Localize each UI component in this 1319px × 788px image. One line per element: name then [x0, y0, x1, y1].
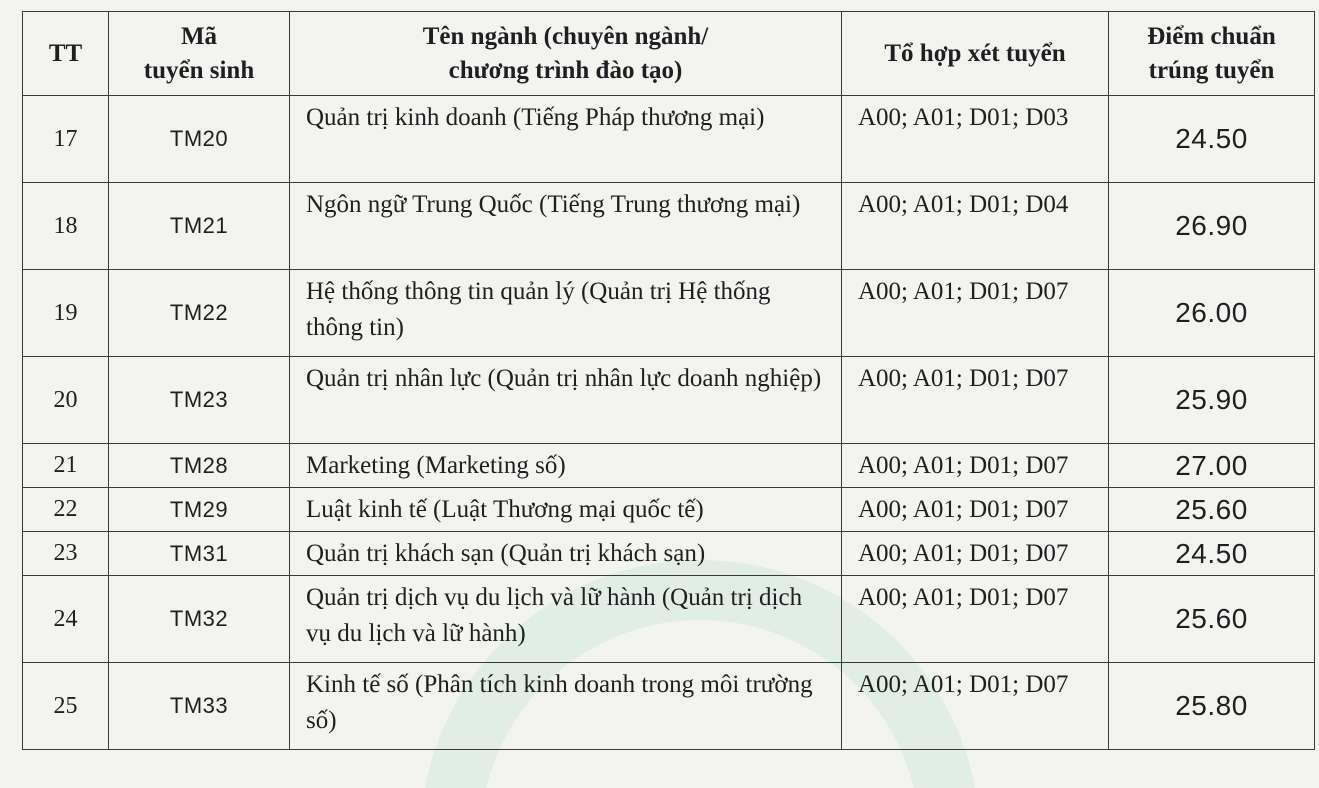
major-name: Hệ thống thông tin quản lý (Quản trị Hệ thống thông tin) — [290, 270, 842, 357]
table-row — [23, 532, 1315, 576]
cutoff-score: 27.00 — [1109, 444, 1315, 488]
table-row — [23, 96, 1315, 183]
row-number: 18 — [23, 183, 109, 270]
header-code: Mã tuyển sinh — [109, 12, 290, 96]
cutoff-score: 26.00 — [1109, 270, 1315, 357]
row-number: 22 — [23, 488, 109, 532]
admission-code: TM22 — [109, 270, 290, 357]
admission-code: TM20 — [109, 96, 290, 183]
table-row — [23, 444, 1315, 488]
header-score: Điểm chuẩn trúng tuyển — [1109, 12, 1315, 96]
row-number: 19 — [23, 270, 109, 357]
major-name: Quản trị khách sạn (Quản trị khách sạn) — [290, 532, 842, 576]
major-name: Quản trị dịch vụ du lịch và lữ hành (Quản trị dịch vụ du lịch và lữ hành) — [290, 576, 842, 663]
major-name: Quản trị kinh doanh (Tiếng Pháp thương mại) — [290, 96, 842, 183]
subject-combination: A00; A01; D01; D07 — [842, 663, 1109, 750]
table-row — [23, 270, 1315, 357]
row-number: 20 — [23, 357, 109, 444]
major-name: Luật kinh tế (Luật Thương mại quốc tế) — [290, 488, 842, 532]
admission-code: TM23 — [109, 357, 290, 444]
subject-combination: A00; A01; D01; D07 — [842, 532, 1109, 576]
admission-code: TM28 — [109, 444, 290, 488]
subject-combination: A00; A01; D01; D03 — [842, 96, 1109, 183]
major-name: Marketing (Marketing số) — [290, 444, 842, 488]
cutoff-score: 26.90 — [1109, 183, 1315, 270]
row-number: 25 — [23, 663, 109, 750]
major-name: Ngôn ngữ Trung Quốc (Tiếng Trung thương mại) — [290, 183, 842, 270]
row-number: 21 — [23, 444, 109, 488]
admission-code: TM32 — [109, 576, 290, 663]
subject-combination: A00; A01; D01; D07 — [842, 357, 1109, 444]
table-row — [23, 663, 1315, 750]
major-name: Quản trị nhân lực (Quản trị nhân lực doanh nghiệp) — [290, 357, 842, 444]
admission-code: TM21 — [109, 183, 290, 270]
subject-combination: A00; A01; D01; D07 — [842, 576, 1109, 663]
table-header-row — [23, 12, 1315, 96]
subject-combination: A00; A01; D01; D07 — [842, 444, 1109, 488]
admission-code: TM29 — [109, 488, 290, 532]
subject-combination: A00; A01; D01; D07 — [842, 270, 1109, 357]
cutoff-score: 24.50 — [1109, 96, 1315, 183]
admission-code: TM33 — [109, 663, 290, 750]
cutoff-score: 25.90 — [1109, 357, 1315, 444]
cutoff-score: 25.80 — [1109, 663, 1315, 750]
cutoff-score: 24.50 — [1109, 532, 1315, 576]
row-number: 24 — [23, 576, 109, 663]
cutoff-score: 25.60 — [1109, 576, 1315, 663]
table-row — [23, 357, 1315, 444]
cutoff-score: 25.60 — [1109, 488, 1315, 532]
table-row — [23, 488, 1315, 532]
table-row — [23, 576, 1315, 663]
major-name: Kinh tế số (Phân tích kinh doanh trong môi trường số) — [290, 663, 842, 750]
subject-combination: A00; A01; D01; D04 — [842, 183, 1109, 270]
admission-code: TM31 — [109, 532, 290, 576]
header-combo: Tổ hợp xét tuyển — [842, 12, 1109, 96]
row-number: 17 — [23, 96, 109, 183]
table-row — [23, 183, 1315, 270]
header-tt: TT — [23, 12, 109, 96]
subject-combination: A00; A01; D01; D07 — [842, 488, 1109, 532]
header-major: Tên ngành (chuyên ngành/ chương trình đào tạo) — [290, 12, 842, 96]
admission-scores-table — [22, 11, 1315, 750]
row-number: 23 — [23, 532, 109, 576]
